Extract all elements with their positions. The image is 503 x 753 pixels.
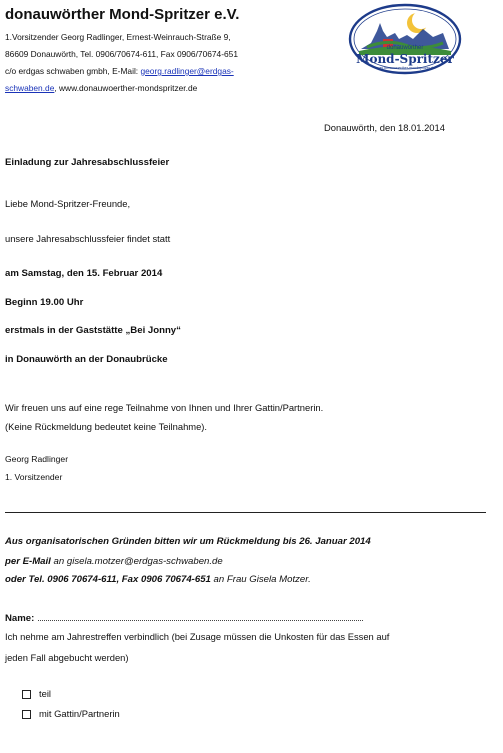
reply-email-label: per E-Mail bbox=[5, 556, 51, 567]
event-venue: erstmals in der Gaststätte „Bei Jonny“ bbox=[5, 325, 181, 336]
header-contact-line bbox=[5, 66, 234, 76]
signature-role: 1. Vorsitzender bbox=[5, 472, 63, 482]
name-label: Name: bbox=[5, 613, 35, 624]
logo-small-text: www.donauwoerther-mondspritzer.de bbox=[375, 66, 435, 70]
event-date: am Samstag, den 15. Februar 2014 bbox=[5, 268, 163, 279]
reply-deadline: Aus organisatorischen Gründen bitten wir um Rückmeldung bis 26. Januar 2014 bbox=[5, 536, 371, 547]
signature-name: Georg Radlinger bbox=[5, 454, 69, 464]
header-address-line-2: 86609 Donauwörth, Tel. 0906/70674-611, Fax 0906/70674-651 bbox=[5, 49, 238, 59]
mond-spritzer-logo bbox=[347, 3, 463, 75]
reply-contact-person: an Frau Gisela Motzer. bbox=[210, 574, 311, 585]
logo-main-text: Mond-Spritzer bbox=[356, 52, 454, 66]
email-link-part1[interactable]: georg.radlinger@erdgas- bbox=[140, 66, 234, 76]
header-web-line bbox=[5, 83, 197, 93]
closing-line-1: Wir freuen uns auf eine rege Teilnahme von Ihnen und Ihrer Gattin/Partnerin. bbox=[5, 402, 324, 413]
option-teil-label: teil bbox=[39, 688, 51, 699]
letter-title: Einladung zur Jahresabschlussfeier bbox=[5, 157, 170, 168]
website-text: , www.donauwoerther-mondspritzer.de bbox=[54, 83, 198, 93]
reply-phone-numbers: oder Tel. 0906 70674-611, Fax 0906 70674-651 bbox=[5, 574, 211, 585]
name-field[interactable] bbox=[5, 613, 363, 624]
name-dotted-line[interactable] bbox=[38, 619, 363, 621]
org-name: donauwörther Mond-Spritzer e.V. bbox=[5, 6, 240, 23]
reply-email-address: an gisela.motzer@erdgas-schwaben.de bbox=[50, 556, 223, 567]
header-contact-prefix: c/o erdgas schwaben gmbh, E-Mail: bbox=[5, 66, 141, 76]
checkbox-teil[interactable] bbox=[22, 690, 31, 699]
email-link-part2[interactable]: schwaben.de bbox=[5, 83, 55, 93]
commitment-line-1: Ich nehme am Jahrestreffen verbindlich (bei Zusage müssen die Unkosten für das Essen auf bbox=[5, 631, 390, 642]
commitment-line-2: jeden Fall abgebucht werden) bbox=[5, 652, 129, 663]
option-mit-partnerin[interactable] bbox=[22, 708, 120, 719]
header-address-line-1: 1.Vorsitzender Georg Radlinger, Ernest-Weinrauch-Straße 9, bbox=[5, 32, 231, 42]
closing-line-2: (Keine Rückmeldung bedeutet keine Teilnahme). bbox=[5, 421, 208, 432]
date-line: Donauwörth, den 18.01.2014 bbox=[324, 122, 445, 133]
event-place: in Donauwörth an der Donaubrücke bbox=[5, 354, 168, 365]
checkbox-mit-partnerin[interactable] bbox=[22, 710, 31, 719]
logo-top-text: donauwörther bbox=[386, 45, 424, 51]
option-teil[interactable] bbox=[22, 688, 51, 699]
option-mit-partnerin-label: mit Gattin/Partnerin bbox=[39, 708, 120, 719]
event-time: Beginn 19.00 Uhr bbox=[5, 297, 84, 308]
reply-phone-line bbox=[5, 574, 311, 585]
intro-text: unsere Jahresabschlussfeier findet statt bbox=[5, 233, 171, 244]
reply-email-line bbox=[5, 556, 223, 567]
separator-line bbox=[5, 512, 486, 513]
greeting: Liebe Mond-Spritzer-Freunde, bbox=[5, 198, 131, 209]
